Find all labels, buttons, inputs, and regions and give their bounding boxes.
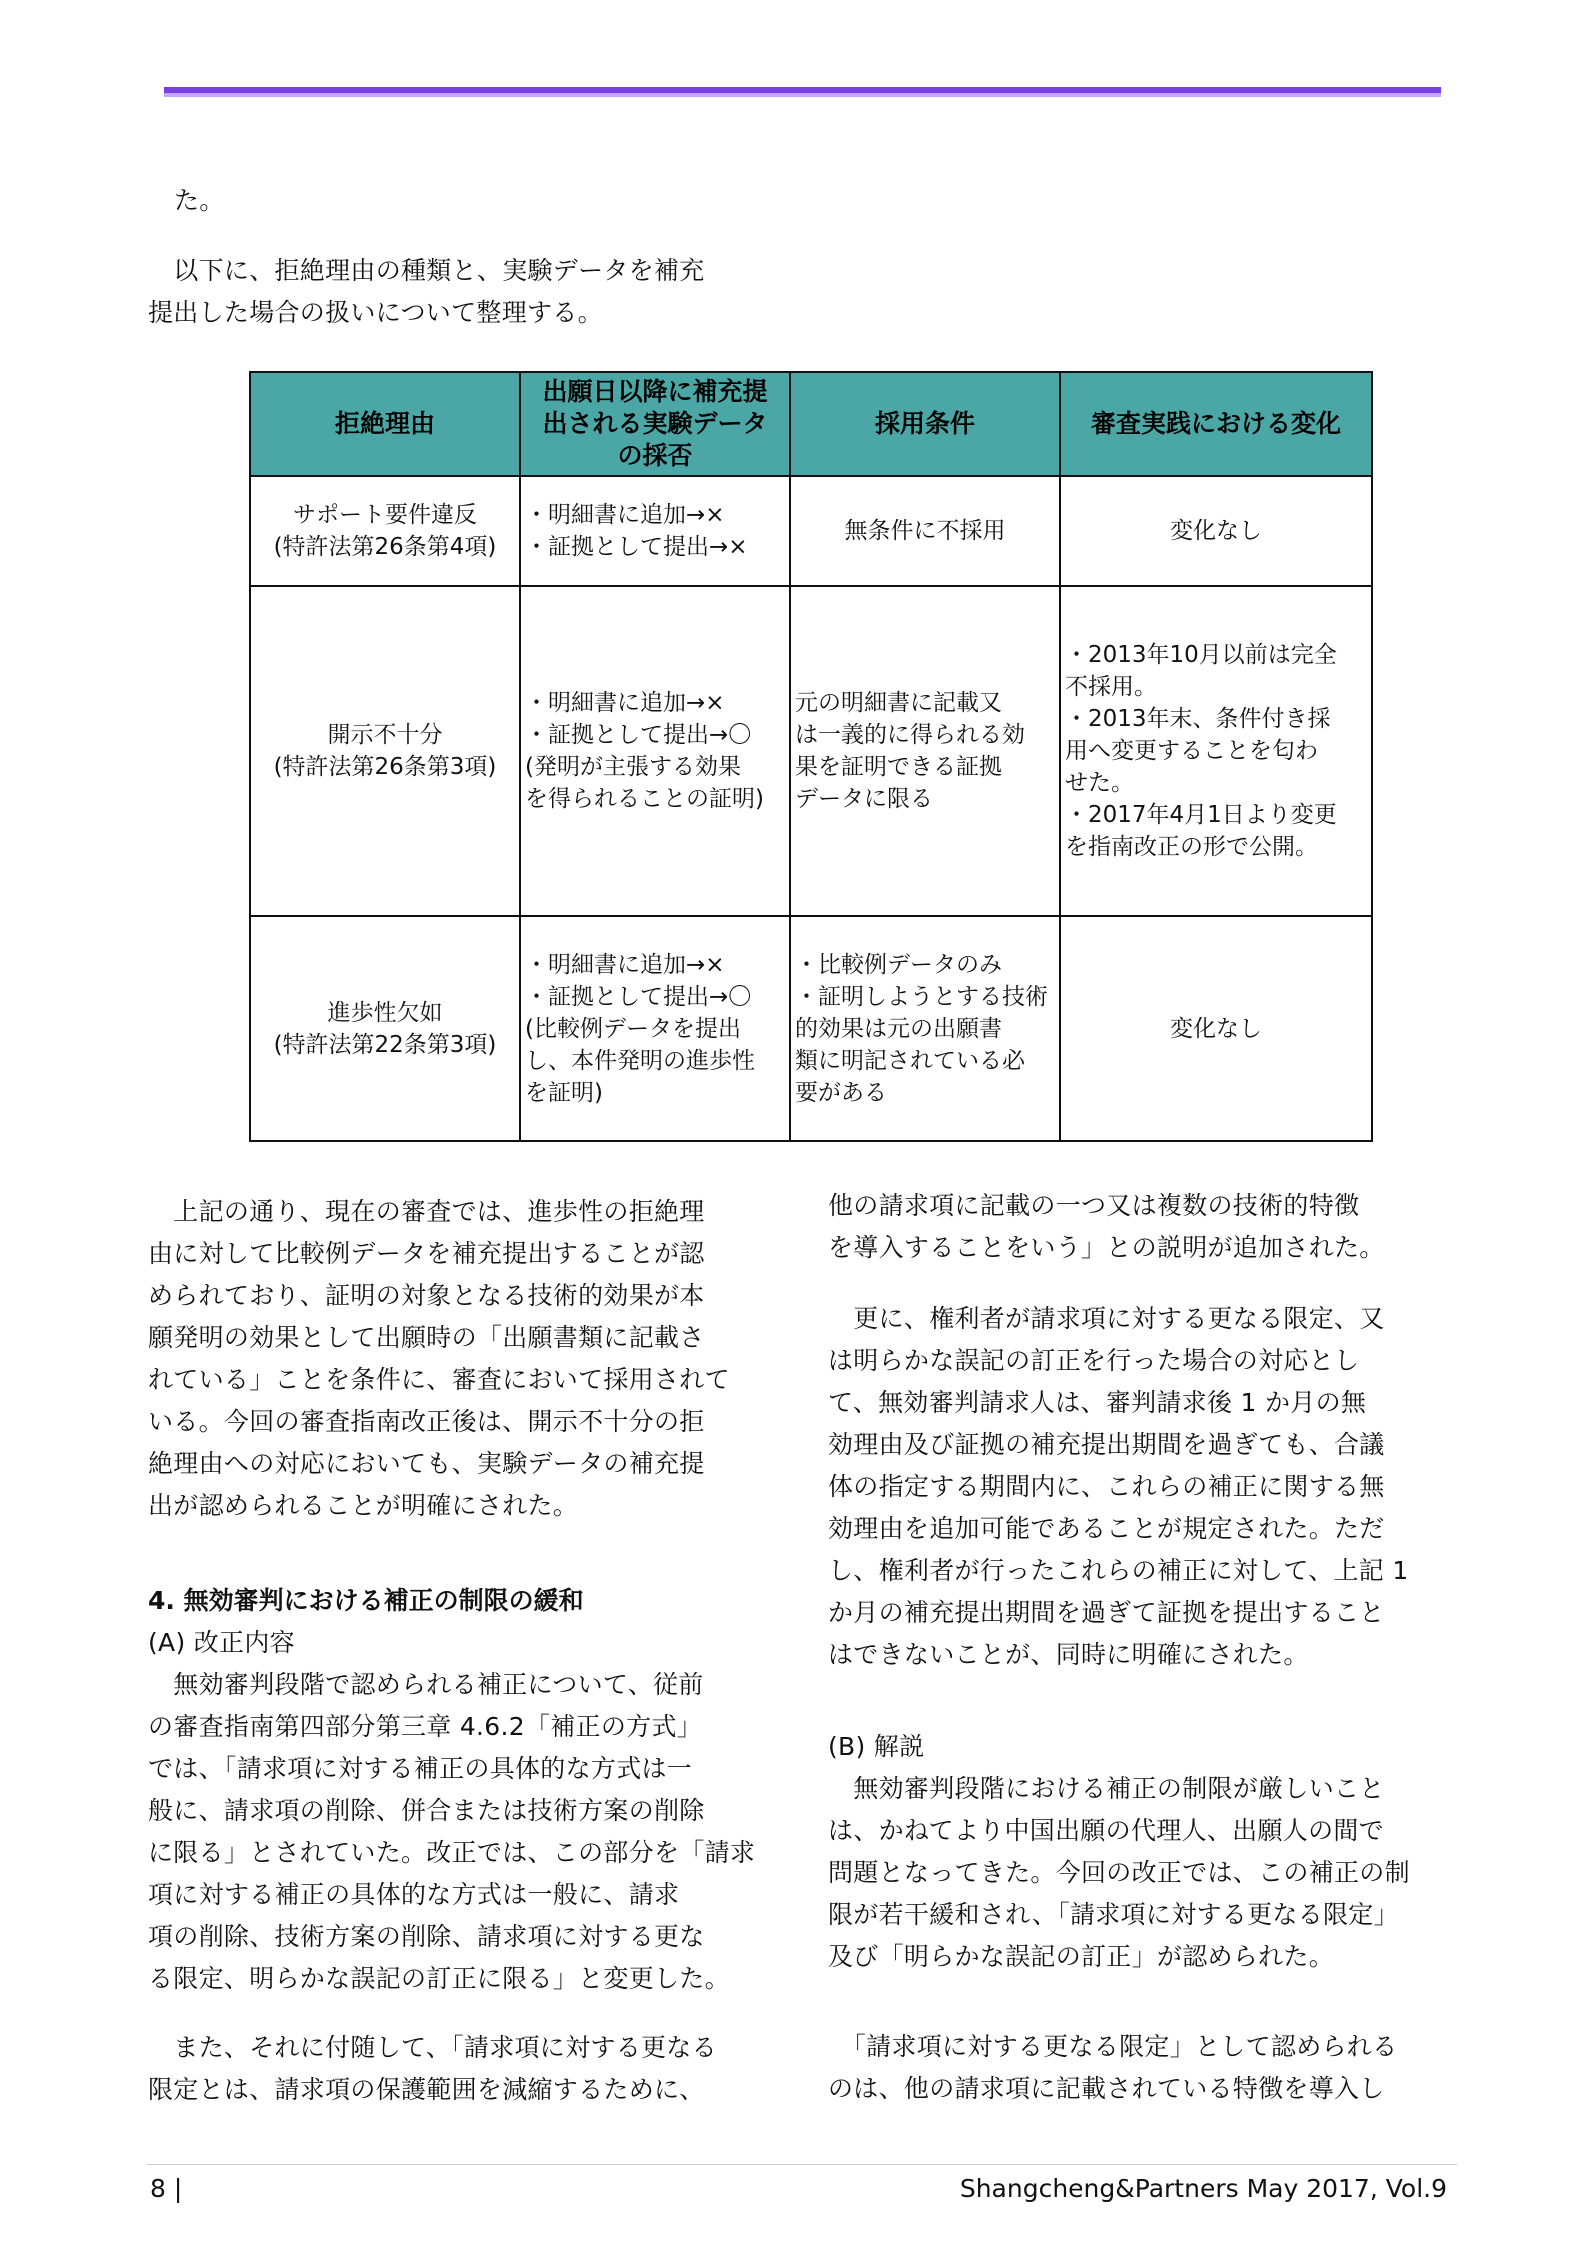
row2-change: ・2013年10月以前は完全 不採用。 ・2013年末、条件付き採 用へ変更することを匂わ せた。 ・2017年4月1日より変更 を指南改正の形で公開。: [1060, 586, 1372, 916]
left-para-1: 上記の通り、現在の審査では、進歩性の拒絶理 由に対して比較例データを補充提出することが認 められており、証明の対象となる技術的効果が本 願発明の効果として出願時の「出願書類に記載さ れている」ことを条件に、審査において採用されて いる。今回の審査指南改正後は、開示不十分の拒 絶理由への対応においても、実験データの補充提 出が認められることが明確にされた。: [148, 1197, 730, 1520]
rejection-table: [249, 371, 1373, 1142]
intro-fragment: た。: [174, 186, 225, 215]
header-rule: [164, 87, 1441, 97]
row1-change: 変化なし: [1060, 476, 1372, 586]
row1-condition: 無条件に不採用: [790, 476, 1060, 586]
header-change: 審査実践における変化: [1060, 372, 1372, 476]
row3-change: 変化なし: [1060, 916, 1372, 1141]
header-reason: 拒絶理由: [250, 372, 520, 476]
row3-adoption: ・明細書に追加→× ・証拠として提出→〇 (比較例データを提出 し、本件発明の進歩性 を証明): [520, 916, 790, 1141]
row1-adoption: ・明細書に追加→× ・証拠として提出→×: [520, 476, 790, 586]
row2-reason: 開示不十分 (特許法第26条第3項): [250, 586, 520, 916]
right-para-4: 「請求項に対する更なる限定」として認められる のは、他の請求項に記載されている特徴を導入し: [828, 2032, 1398, 2103]
section-4-title: 4. 無効審判における補正の制限の緩和: [148, 1586, 584, 1615]
table-row: [250, 916, 1372, 1141]
table-row: [250, 476, 1372, 586]
right-para-1: 他の請求項に記載の一つ又は複数の技術的特徴 を導入することをいう」との説明が追加された。: [828, 1191, 1385, 1262]
page-number: 8 |: [150, 2174, 183, 2203]
right-para-2: 更に、権利者が請求項に対する更なる限定、又 は明らかな誤記の訂正を行った場合の対応とし て、無効審判請求人は、審判請求後 1 か月の無 効理由及び証拠の補充提出期間を過ぎても、合議 体の指定する期間内に、これらの補正に関する無 効理由を追加可能であることが規定された。ただ し、権利者が行ったこれらの補正に対して、上記 1 か月の補充提出期間を過ぎて証拠を提出すること はできないことが、同時に明確にされた。: [828, 1304, 1409, 1669]
table-header-row: [250, 372, 1372, 476]
left-para-3: また、それに付随して、「請求項に対する更なる 限定とは、請求項の保護範囲を減縮するために、: [148, 2033, 717, 2104]
footer-rule: [147, 2164, 1457, 2165]
subsection-a-title: (A) 改正内容: [148, 1628, 295, 1657]
publication-info: Shangcheng&Partners May 2017, Vol.9: [959, 2174, 1447, 2203]
row2-condition: 元の明細書に記載又 は一義的に得られる効 果を証明できる証拠 データに限る: [790, 586, 1060, 916]
header-condition: 採用条件: [790, 372, 1060, 476]
right-para-3: 無効審判段階における補正の制限が厳しいこと は、かねてより中国出願の代理人、出願人の間で 問題となってきた。今回の改正では、この補正の制 限が若干緩和され、「請求項に対する更なる限定」 及び「明らかな誤記の訂正」が認められた。: [828, 1774, 1410, 1971]
row2-adoption: ・明細書に追加→× ・証拠として提出→〇 (発明が主張する効果 を得られることの証明): [520, 586, 790, 916]
left-para-2: 無効審判段階で認められる補正について、従前 の審査指南第四部分第三章 4.6.2「補正の方式」 では、「請求項に対する補正の具体的な方式は一 般に、請求項の削除、併合または技術方案の削除 に限る」とされていた。改正では、この部分を「請求 項に対する補正の具体的な方式は一般に、請求 項の削除、技術方案の削除、請求項に対する更な る限定、明らかな誤記の訂正に限る」と変更した。: [148, 1670, 756, 1993]
row1-reason: サポート要件違反 (特許法第26条第4項): [250, 476, 520, 586]
row3-condition: ・比較例データのみ ・証明しようとする技術 的効果は元の出願書 類に明記されている必 要がある: [790, 916, 1060, 1141]
header-adoption: 出願日以降に補充提 出される実験データ の採否: [520, 372, 790, 476]
subsection-b-title: (B) 解説: [828, 1732, 925, 1761]
table-row: [250, 586, 1372, 916]
row3-reason: 進歩性欠如 (特許法第22条第3項): [250, 916, 520, 1141]
intro-lead: 以下に、拒絶理由の種類と、実験データを補充 提出した場合の扱いについて整理する。: [148, 256, 705, 327]
